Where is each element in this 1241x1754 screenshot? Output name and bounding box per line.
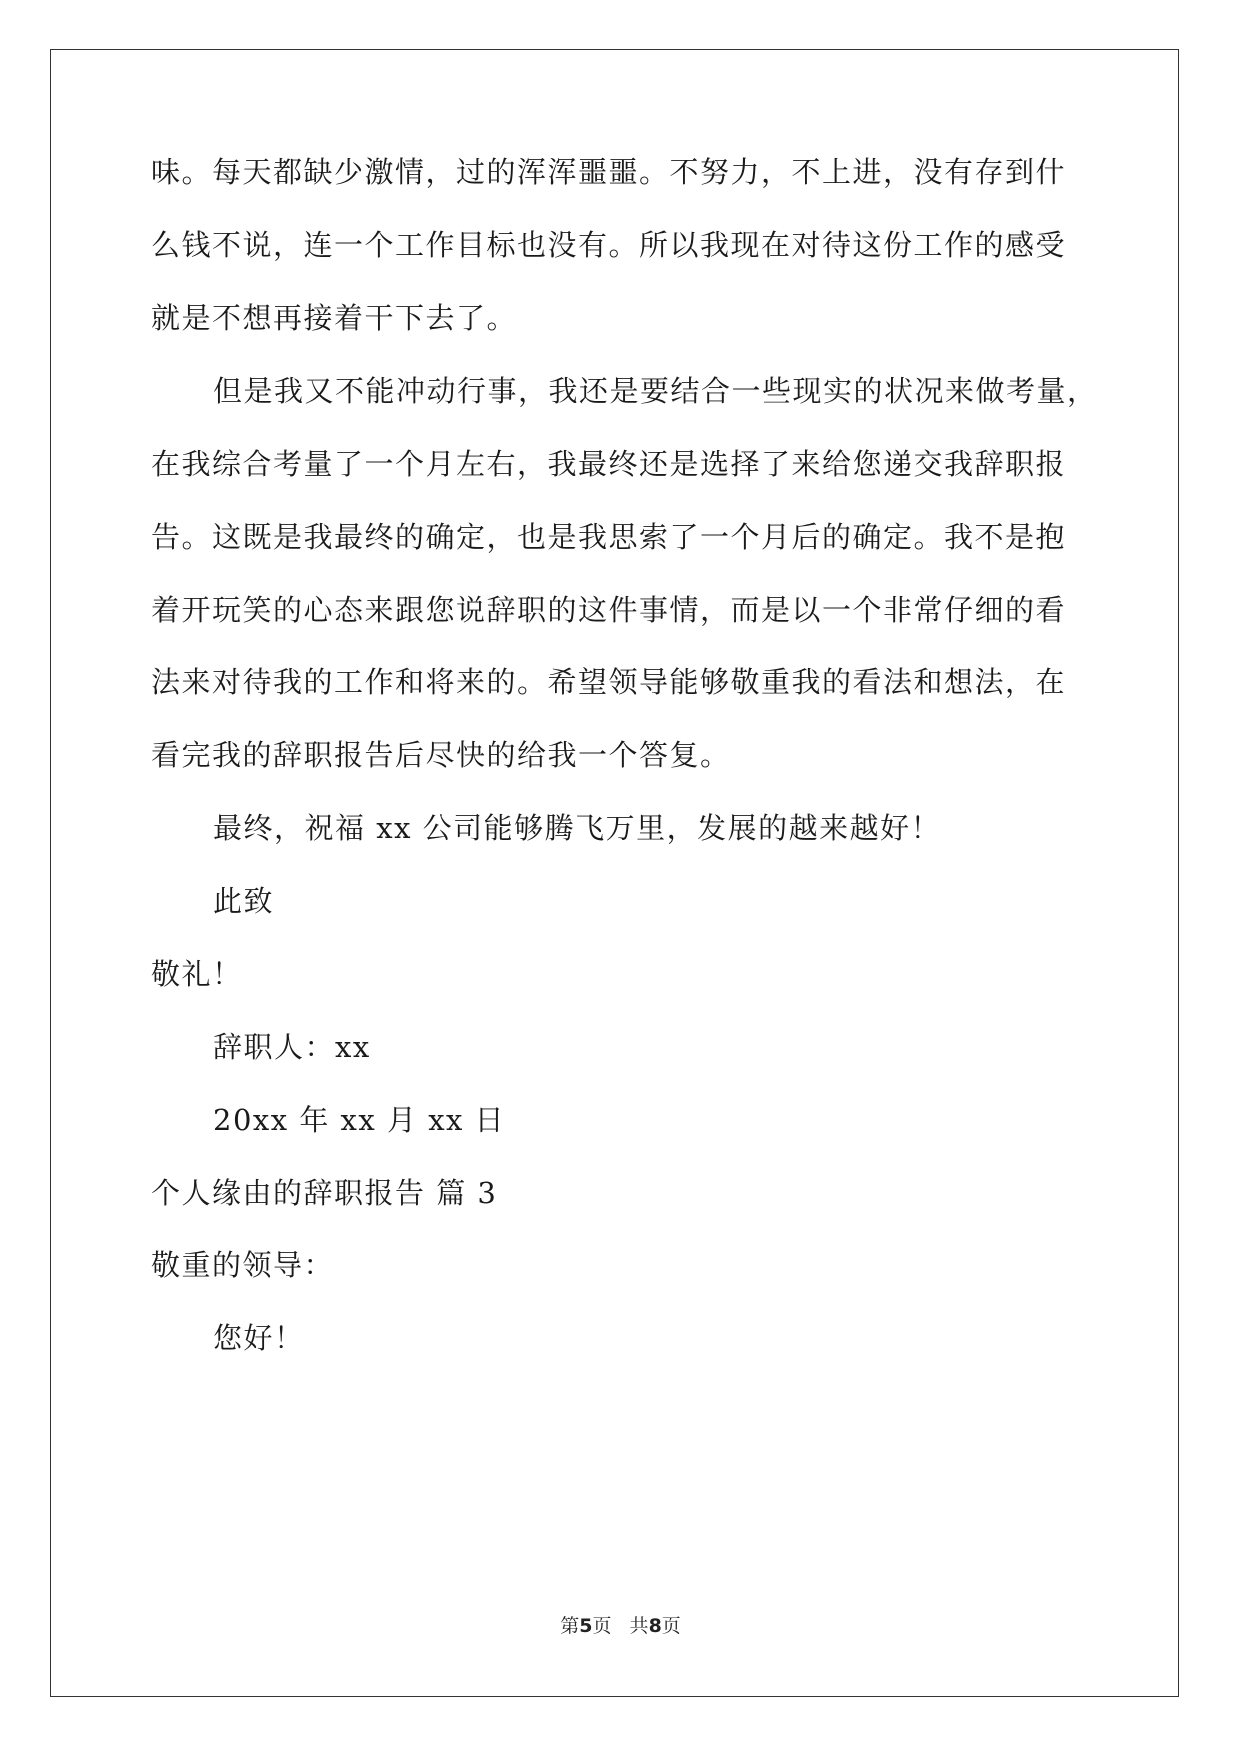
body-line-2: 么钱不说，连一个工作目标也没有。所以我现在对待这份工作的感受 bbox=[151, 228, 1067, 262]
closing-wish: 最终，祝福 xx 公司能够腾飞万里，发展的越来越好！ bbox=[213, 811, 942, 845]
body-line-5: 在我综合考量了一个月左右，我最终还是选择了来给您递交我辞职报 bbox=[151, 447, 1067, 481]
greeting-addressee: 敬重的领导： bbox=[151, 1248, 335, 1282]
footer-prefix: 第 bbox=[560, 1615, 580, 1637]
footer-suffix: 页 bbox=[661, 1615, 681, 1637]
body-line-3: 就是不想再接着干下去了。 bbox=[151, 301, 518, 335]
footer-middle: 页 共 bbox=[592, 1615, 649, 1637]
section-heading: 个人缘由的辞职报告 篇 3 bbox=[151, 1176, 498, 1210]
total-pages-number: 8 bbox=[648, 1615, 662, 1637]
current-page-number: 5 bbox=[579, 1615, 593, 1637]
date-line: 20xx 年 xx 月 xx 日 bbox=[213, 1103, 506, 1137]
page-border bbox=[50, 49, 1179, 1697]
body-line-8: 法来对待我的工作和将来的。希望领导能够敬重我的看法和想法，在 bbox=[151, 665, 1067, 699]
body-line-9: 看完我的辞职报告后尽快的给我一个答复。 bbox=[151, 738, 731, 772]
body-line-1: 味。每天都缺少激情，过的浑浑噩噩。不努力，不上进，没有存到什 bbox=[151, 155, 1067, 189]
greeting-hello: 您好！ bbox=[213, 1321, 305, 1355]
salutation-jingli: 敬礼！ bbox=[151, 957, 243, 991]
page-footer bbox=[0, 1614, 1241, 1638]
body-line-6: 告。这既是我最终的确定，也是我思索了一个月后的确定。我不是抱 bbox=[151, 520, 1067, 554]
salutation-cizhi: 此致 bbox=[213, 884, 275, 918]
body-line-7: 着开玩笑的心态来跟您说辞职的这件事情，而是以一个非常仔细的看 bbox=[151, 593, 1067, 627]
body-line-4: 但是我又不能冲动行事，我还是要结合一些现实的状况来做考量， bbox=[213, 374, 1098, 408]
signatory: 辞职人：xx bbox=[213, 1030, 371, 1064]
